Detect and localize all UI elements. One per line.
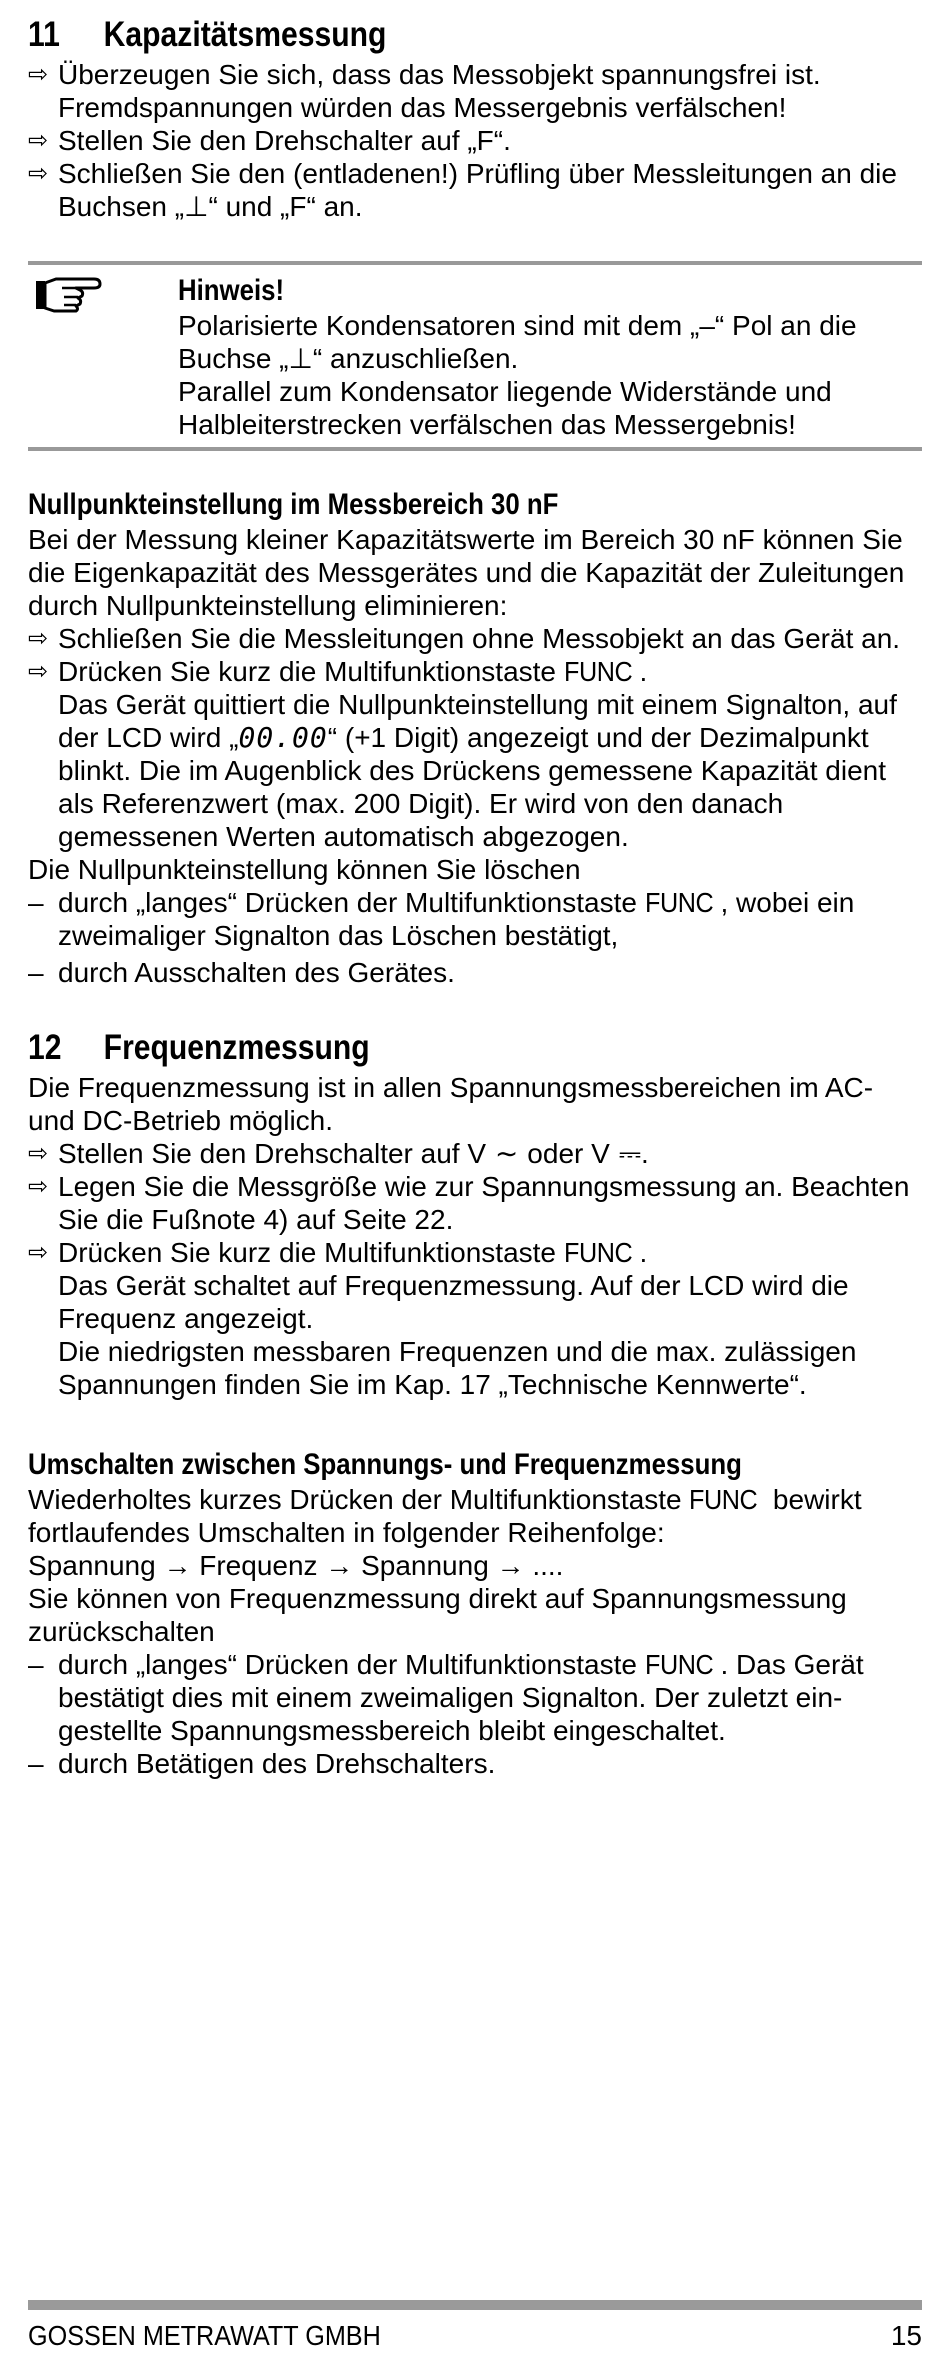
step-detail: Das Gerät schaltet auf Frequenzmessung. Auf der LCD wird die Frequenz angezeigt.: [58, 1270, 849, 1334]
nullpunkt-heading: Nullpunkteinstellung im Messbereich 30 nF: [28, 488, 559, 521]
step-text-part: oder V: [527, 1138, 610, 1169]
func-key-label: FUNC: [563, 656, 632, 687]
step-text: [58, 1137, 922, 1170]
list-item: [28, 1648, 922, 1747]
list-text: durch Ausschalten des Gerätes.: [58, 957, 455, 988]
list-text-part: , wobei ein zweimaliger Signalton das Löschen bestätigt,: [58, 887, 855, 951]
list-item: [28, 1747, 922, 1780]
func-key-label: FUNC: [644, 887, 713, 918]
list-text-part: durch „langes“ Drücken der Multifunktionstaste: [58, 1649, 645, 1680]
section-11-heading: [28, 12, 797, 58]
step-item: [28, 58, 922, 124]
step-detail: Die niedrigsten messbaren Frequenzen und die max. zulässigen Spannungen finden Sie im Kap. 17 „Technische Kennwerte“.: [58, 1336, 857, 1400]
list-text: durch Betätigen des Drehschalters.: [58, 1748, 496, 1779]
step-item: [28, 622, 922, 655]
intro-part: bewirkt fortlaufendes Umschalten in folgender Reihenfolge:: [28, 1484, 862, 1548]
back-intro: Sie können von Frequenzmessung direkt auf Spannungsmessung zurückschalten: [28, 1583, 847, 1647]
note-line: Parallel zum Kondensator liegende Widerstände und Halbleiterstrecken verfälschen das Messergebnis!: [178, 376, 832, 440]
step-item: [28, 1137, 922, 1170]
step-text-part: .: [639, 656, 648, 687]
page-number: 15: [890, 2320, 922, 2351]
step-text-part: Stellen Sie den Drehschalter auf V: [58, 1138, 487, 1169]
step-text: [58, 1236, 922, 1401]
func-key-label: FUNC: [644, 1649, 713, 1680]
section-title: Frequenzmessung: [103, 1028, 370, 1067]
func-key-label: FUNC: [689, 1484, 758, 1515]
section-12-heading: [28, 1025, 797, 1071]
intro-part: Wiederholtes kurzes Drücken der Multifunktionstaste: [28, 1484, 690, 1515]
step-item: [28, 1236, 922, 1401]
umschalten-heading: Umschalten zwischen Spannungs- und Frequenzmessung: [28, 1448, 742, 1481]
step-text-part: Drücken Sie kurz die Multifunktionstaste: [58, 1237, 564, 1268]
nullpunkt-intro: Bei der Messung kleiner Kapazitätswerte im Bereich 30 nF können Sie die Eigenkapazität des Messgerätes und die Kapazität der Zuleitungen durch Nullpunkteinstellung eliminieren:: [28, 524, 905, 621]
ac-symbol-icon: ∼: [486, 1137, 528, 1170]
umschalten-intro: [28, 1483, 922, 1549]
step-item: [28, 124, 922, 157]
note-box: [28, 261, 922, 451]
step-arrow-icon: ⇨: [28, 61, 49, 88]
step-text: Schließen Sie den (entladenen!) Prüfling über Messleitungen an die Buchsen „⊥“ und „F“ an.: [58, 158, 897, 222]
step-arrow-icon: ⇨: [28, 160, 49, 187]
lcd-display-value: 00.00: [238, 721, 328, 754]
section-title: Kapazitätsmessung: [103, 15, 387, 54]
func-key-label: FUNC: [563, 1237, 632, 1268]
step-text-part: .: [639, 1237, 648, 1268]
step-text-part: Drücken Sie kurz die Multifunktionstaste: [58, 656, 564, 687]
section-12-intro: Die Frequenzmessung ist in allen Spannungsmessbereichen im AC- und DC-Betrieb möglich.: [28, 1072, 874, 1136]
step-arrow-icon: ⇨: [28, 625, 49, 652]
step-arrow-icon: ⇨: [28, 1239, 49, 1266]
step-detail: Das Gerät quittiert die Nullpunkteinstellung mit einem Signalton, auf der LCD wird „: [58, 689, 897, 753]
step-text: Legen Sie die Messgröße wie zur Spannungsmessung an. Beachten Sie die Fußnote 4) auf Seite 22.: [58, 1171, 910, 1235]
step-arrow-icon: ⇨: [28, 1140, 49, 1167]
step-arrow-icon: ⇨: [28, 127, 49, 154]
step-text: Schließen Sie die Messleitungen ohne Messobjekt an das Gerät an.: [58, 623, 901, 654]
list-text-part: . Das Gerät bestätigt dies mit einem zweimaligen Signalton. Der zuletzt eingestellte Spannungsmessbereich bleibt eingeschaltet.: [58, 1649, 864, 1746]
dc-symbol-icon: ⎓: [609, 1137, 642, 1170]
switch-sequence: Spannung → Frequenz → Spannung → ....: [28, 1550, 564, 1581]
list-text: [58, 1648, 922, 1747]
step-detail: “ (+1 Digit) angezeigt und der Dezimalpunkt blinkt. Die im Augenblick des Drückens gemessene Kapazität dient als Referenzwert (max. 200 Digit). Er wird von den danach gemessenen Werten automatisch abgezogen.: [58, 722, 886, 852]
step-item: [28, 1170, 922, 1236]
step-arrow-icon: ⇨: [28, 1173, 49, 1200]
list-text-part: durch „langes“ Drücken der Multifunktionstaste: [58, 887, 645, 918]
step-text: Stellen Sie den Drehschalter auf „F“.: [58, 125, 511, 156]
list-item: [28, 956, 922, 989]
dash-bullet: –: [28, 1649, 44, 1680]
step-text: [58, 655, 922, 853]
note-line: Polarisierte Kondensatoren sind mit dem „–“ Pol an die Buchse „⊥“ anzuschließen.: [178, 310, 857, 374]
pointing-hand-icon: [32, 273, 102, 323]
section-number: 12: [28, 1028, 62, 1067]
dash-bullet: –: [28, 957, 44, 988]
list-text: [58, 886, 922, 952]
dash-bullet: –: [28, 887, 44, 918]
step-item: [28, 655, 922, 853]
footer-company: GOSSEN METRAWATT GMBH: [28, 2320, 381, 2351]
section-number: 11: [28, 15, 60, 54]
step-arrow-icon: ⇨: [28, 658, 49, 685]
page-content: [28, 12, 922, 1780]
list-item: [28, 886, 922, 952]
step-text-part: .: [641, 1138, 649, 1169]
clear-intro: Die Nullpunkteinstellung können Sie löschen: [28, 854, 581, 885]
dash-bullet: –: [28, 1748, 44, 1779]
step-item: [28, 157, 922, 223]
page-footer: [28, 2318, 922, 2354]
step-text: Überzeugen Sie sich, dass das Messobjekt spannungsfrei ist. Fremdspannungen würden das Messergebnis verfälschen!: [58, 59, 821, 123]
note-title: Hinweis!: [178, 274, 285, 307]
footer-divider: [28, 2300, 922, 2310]
